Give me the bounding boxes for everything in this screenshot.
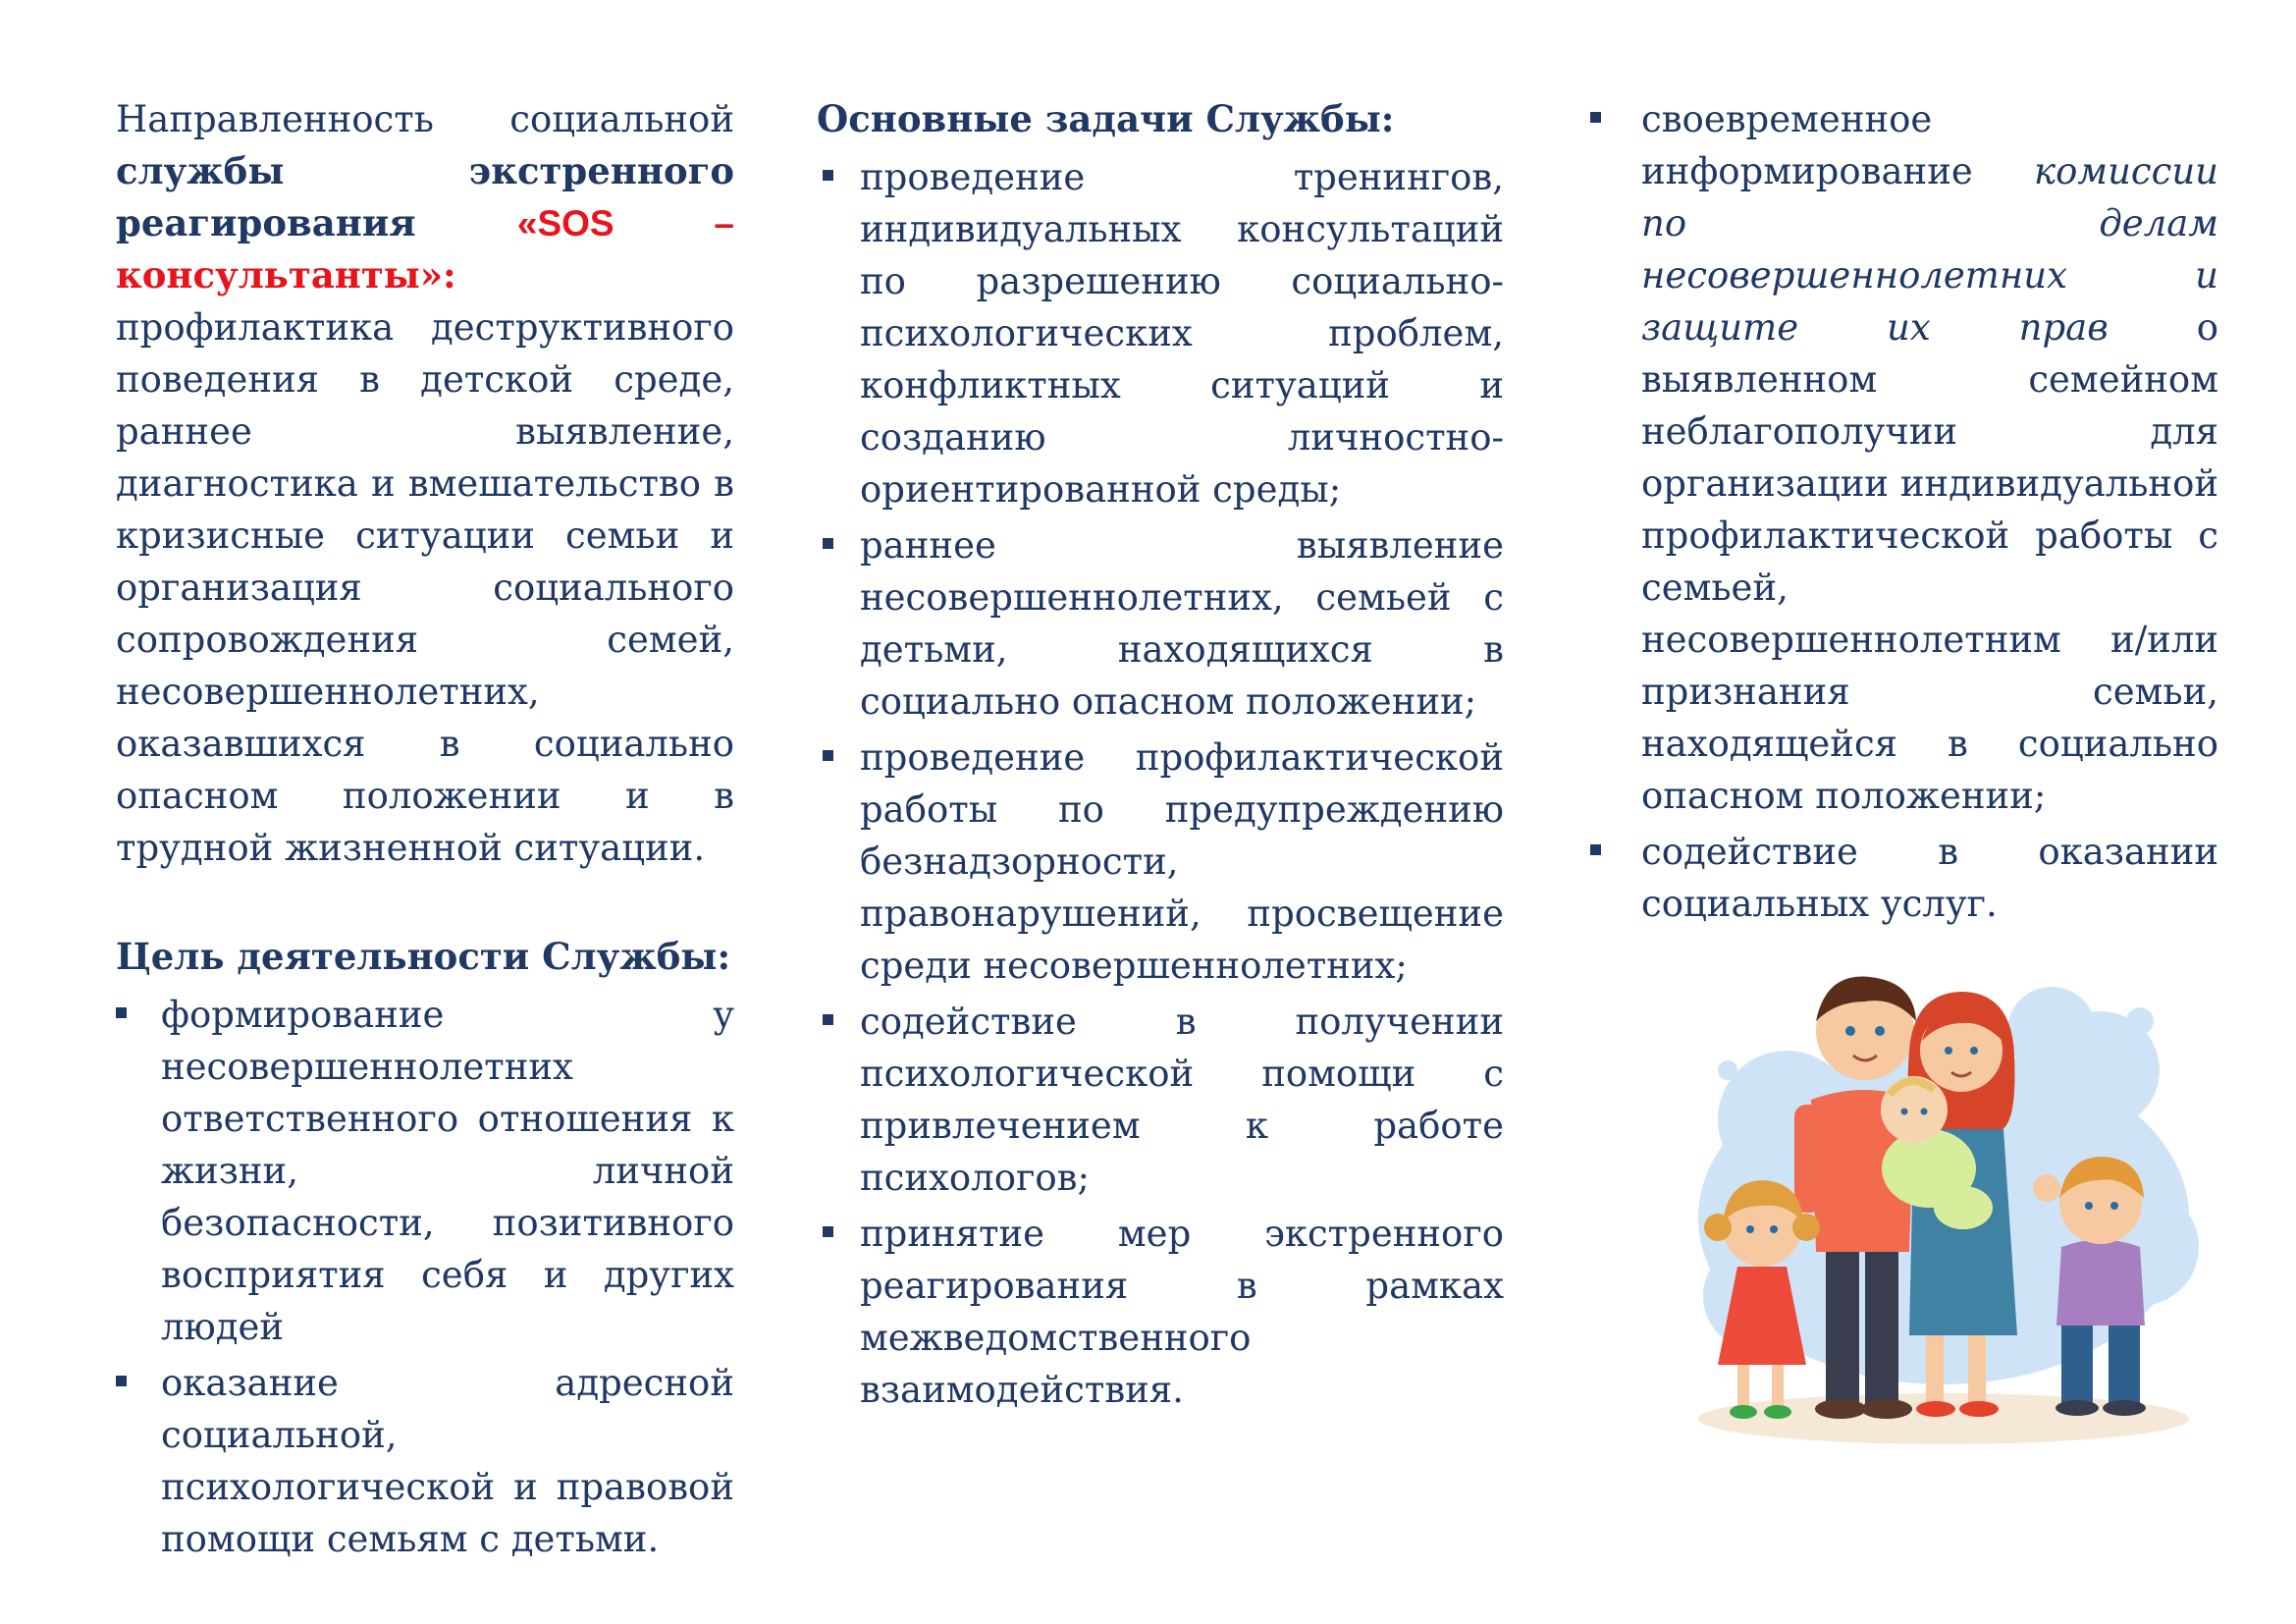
list-item: своевременное информирование комиссии по делам несовершеннолетних и защите их прав о выявленном семейном неблагополучии для организации индивидуальной профилактической работы с семьей, несовершеннолетним и/или признания семьи, находящейся в социально опасном положении; [1590,93,2218,822]
bullet-icon [823,1226,833,1237]
direction-body: профилактика деструктивного поведения в детской среде, раннее выявление, диагностика и вмешательство в кризисные ситуации семьи и организация социального сопровождения семей, несовершеннолетних, оказавшихся в социально опасном положении и в трудной жизненной ситуации. [116,306,734,869]
service-name-sos: «SOS – [516,203,734,244]
tasks-list [817,151,1504,1416]
tasks-title: Основные задачи Службы: [817,97,1395,140]
bullet-icon [1590,844,1601,855]
bullet-icon [823,170,833,181]
bullet-icon [116,1007,127,1018]
list-item: оказание адресной социальной, психологической и правовой помощи семьям с детьми. [116,1357,734,1565]
list-item: проведение профилактической работы по предупреждению безнадзорности, правонарушений, просвещение среди несовершеннолетних; [817,731,1504,992]
column-middle [817,93,1504,1420]
column-left [116,93,734,1569]
column-right [1590,93,2218,934]
bullet-icon [116,1376,127,1386]
col3-list [1590,93,2218,930]
list-item: содействие в получении психологической помощи с привлечением к работе психологов; [817,996,1504,1204]
list-item: раннее выявление несовершеннолетних, семьей с детьми, находящихся в социально опасном положении; [817,519,1504,728]
service-name-bold: службы экстренного реагирования [116,149,734,244]
family-illustration-icon [1669,923,2218,1453]
direction-paragraph [116,93,734,874]
list-item: проведение тренингов, индивидуальных консультаций по разрешению социально-психологических проблем, конфликтных ситуаций и созданию личностно-ориентированной среды; [817,151,1504,515]
commission-italic: комиссии по делам несовершеннолетних и защите их прав [1641,150,2218,349]
list-item: принятие мер экстренного реагирования в рамках межведомственного взаимодействия. [817,1208,1504,1416]
bullet-icon [823,538,833,549]
goal-list [116,989,734,1565]
bullet-icon [823,750,833,761]
bullet-icon [1590,112,1601,123]
goal-title: Цель деятельности Службы: [116,935,731,978]
bullet-icon [823,1014,833,1025]
list-item: формирование у несовершеннолетних ответственного отношения к жизни, личной безопасности, позитивного восприятия себя и других людей [116,989,734,1353]
list-item: содействие в оказании социальных услуг. [1590,826,2218,930]
direction-intro: Направленность социальной [116,98,734,140]
service-name-end: консультанты»: [116,253,456,297]
